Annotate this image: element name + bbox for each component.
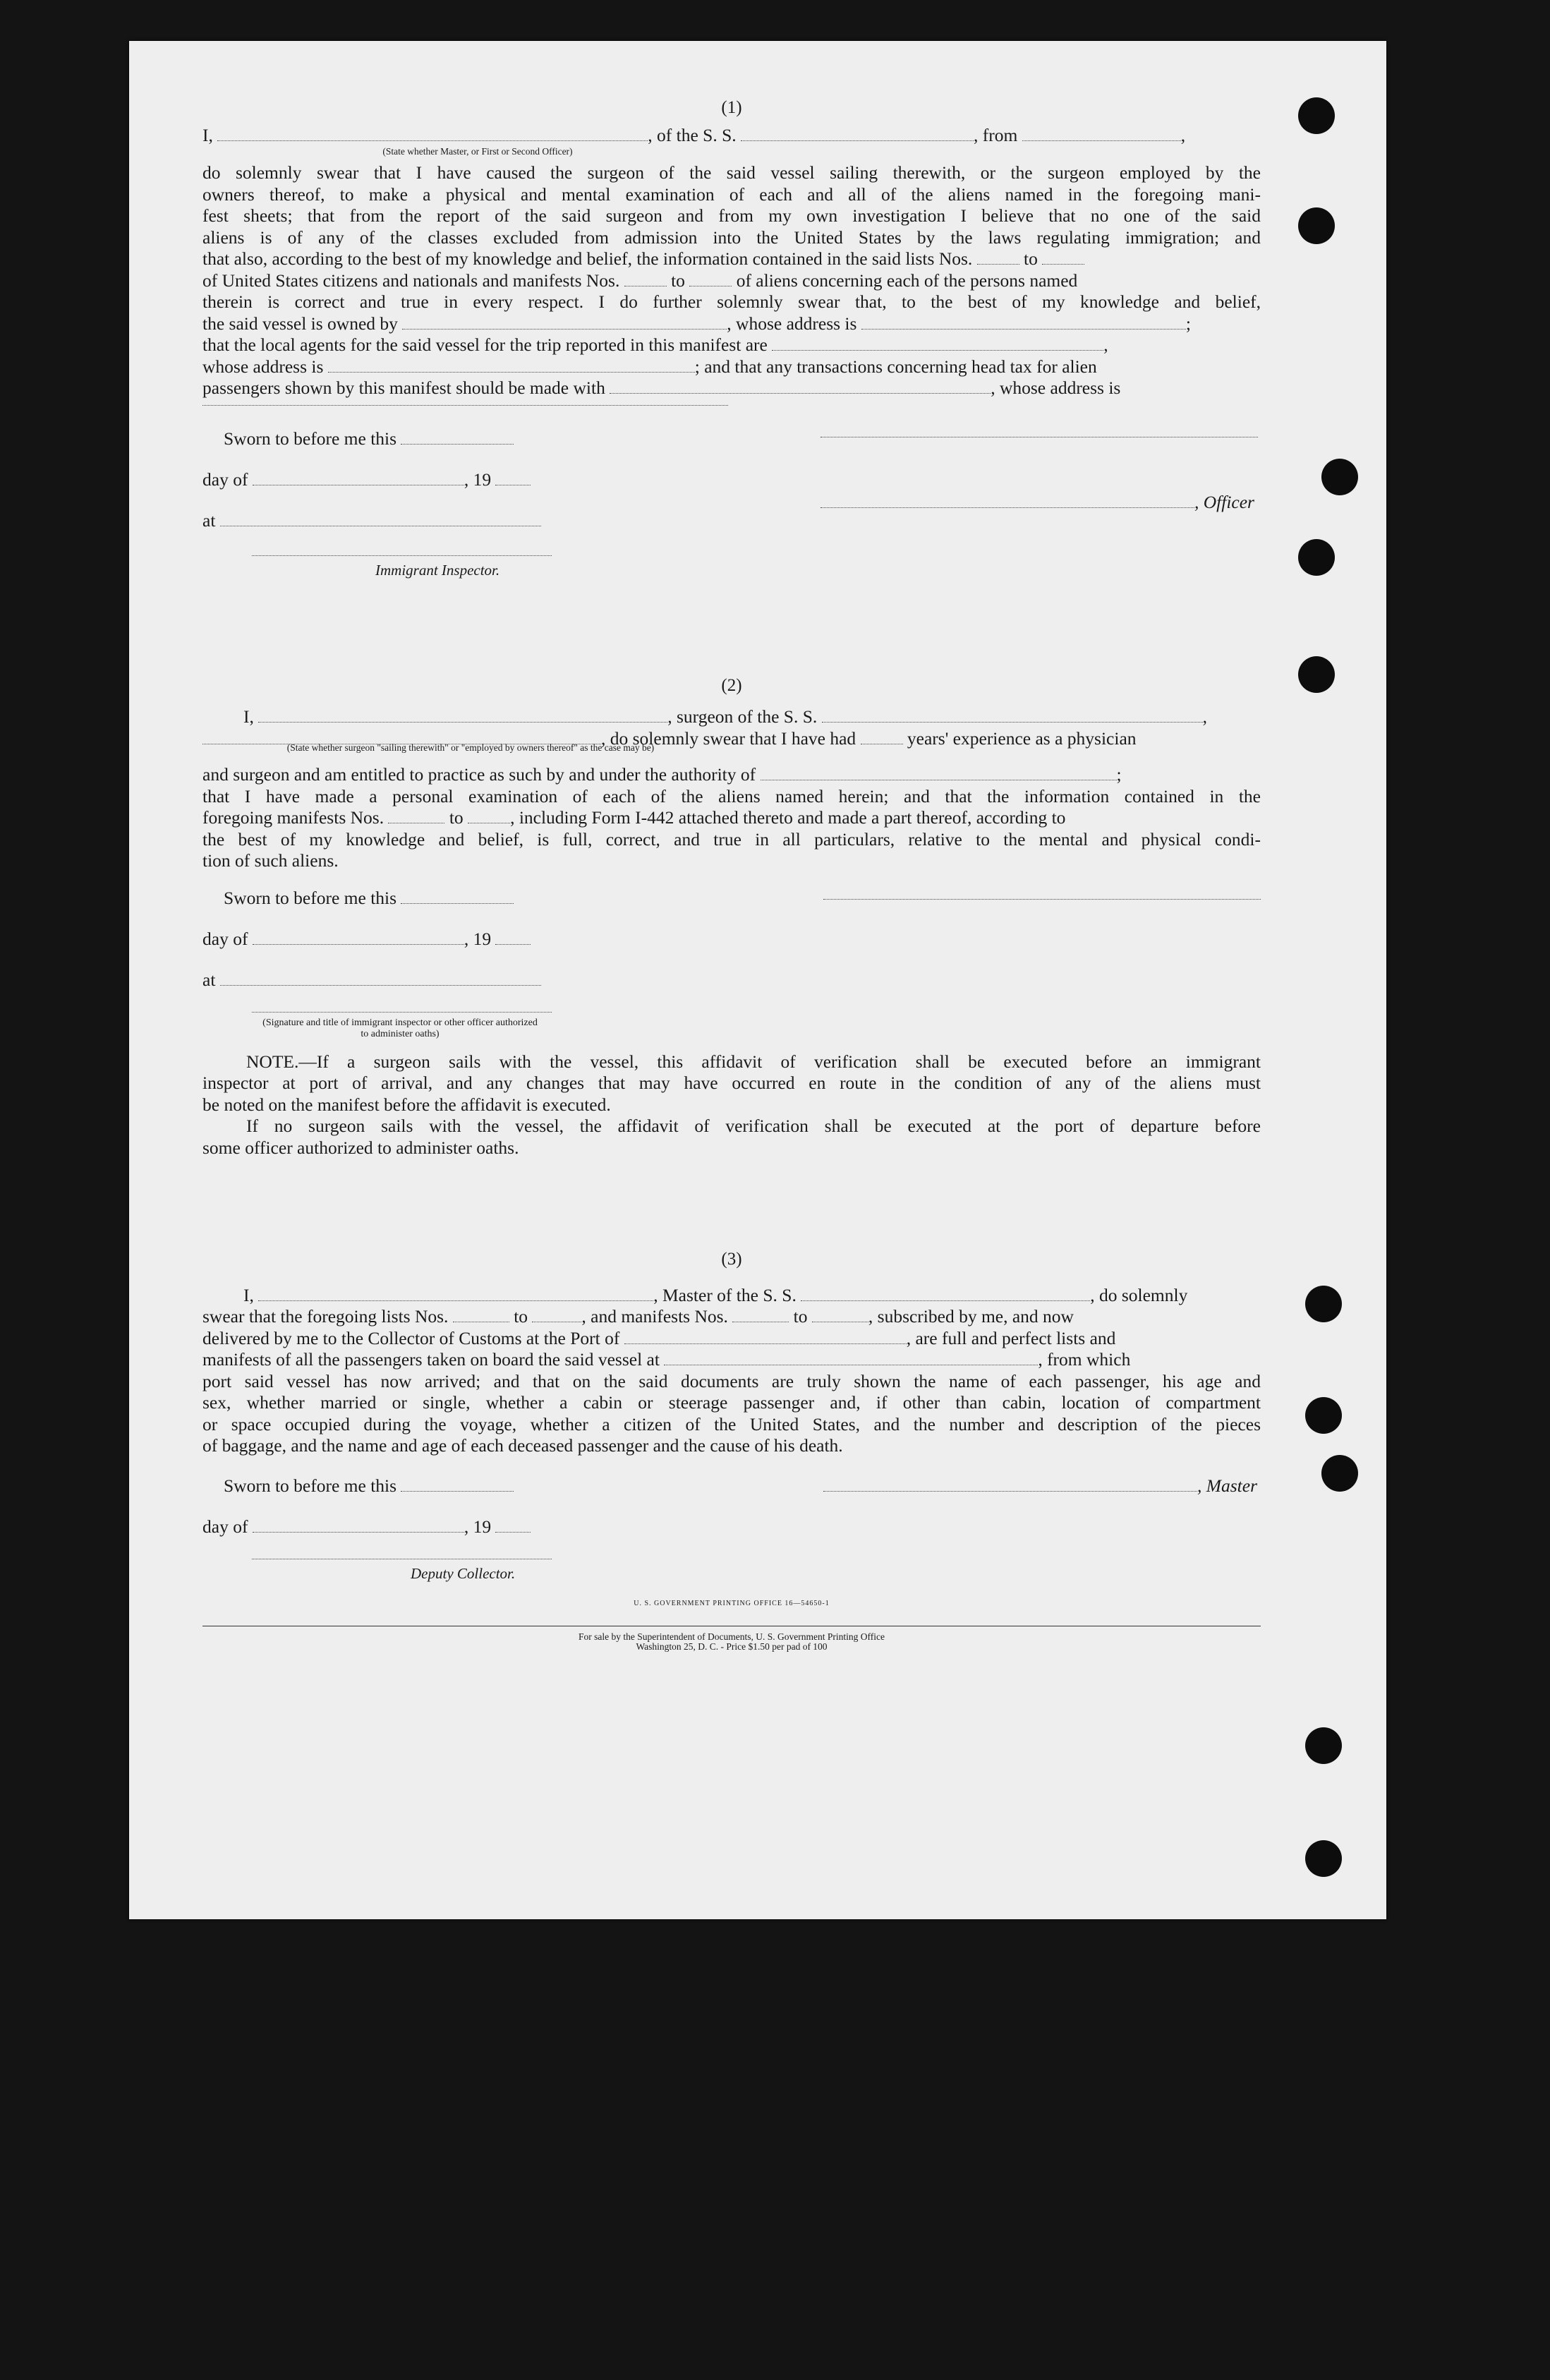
at-line — [202, 510, 541, 532]
lists-from-field[interactable] — [453, 1307, 509, 1322]
owner-field[interactable] — [402, 315, 727, 330]
text-line — [202, 807, 1261, 829]
month-field[interactable] — [253, 471, 464, 485]
text-line: of baggage, and the name and age of each deceased passenger and the cause of his death. — [202, 1435, 843, 1456]
note-line: inspector at port of arrival, and any changes that may have occurred en route in the condition of any of the aliens must — [202, 1073, 1261, 1093]
lists-to-field[interactable] — [1042, 250, 1084, 265]
month-field[interactable] — [253, 930, 464, 945]
label: and surgeon and am entitled to practice as such by and under the authority of — [202, 764, 756, 785]
year-field[interactable] — [495, 1518, 531, 1533]
note-line: NOTE.—If a surgeon sails with the vessel, this affidavit of verification shall be executed before an immigrant — [246, 1051, 1261, 1072]
manifests-to-field[interactable] — [812, 1307, 868, 1322]
label: ; — [1185, 313, 1191, 334]
officer-line — [821, 492, 1254, 514]
surgeon-signature-field[interactable] — [823, 899, 1261, 900]
text-line — [202, 313, 1261, 335]
year-field[interactable] — [495, 930, 531, 945]
text-line — [202, 356, 1261, 378]
text-line — [202, 270, 1261, 292]
manifests-from-field[interactable] — [732, 1307, 789, 1322]
manifests-from-field[interactable] — [388, 809, 444, 823]
master-name-field[interactable] — [258, 1286, 653, 1301]
label: , — [1103, 334, 1108, 355]
label: years' experience as a physician — [907, 727, 1137, 749]
day-line — [202, 929, 531, 950]
vessel-name-field[interactable] — [741, 126, 974, 141]
label: to — [449, 807, 464, 828]
label: Sworn to before me this — [224, 887, 397, 908]
manifests-to-field[interactable] — [689, 272, 732, 286]
text-line: or space occupied during the voyage, whether a citizen of the United States, and the number and description of the pieces — [202, 1413, 1261, 1434]
s1-line1 — [202, 125, 1261, 147]
label: , Master of the S. S. — [653, 1284, 797, 1305]
text-line — [202, 764, 1261, 786]
text-line: do solemnly swear that I have caused the surgeon of the said vessel sailing therewith, or the surgeon employed by the — [202, 162, 1261, 183]
sworn-line — [224, 428, 514, 450]
master-line — [823, 1475, 1257, 1497]
label: to — [514, 1306, 528, 1327]
head-tax-field[interactable] — [610, 379, 991, 394]
text-line — [202, 1349, 1261, 1371]
officer-label: , Officer — [1194, 491, 1254, 512]
label: swear that the foregoing lists Nos. — [202, 1306, 449, 1327]
label: , — [1180, 124, 1186, 145]
label: , surgeon of the S. S. — [667, 706, 818, 727]
master-label: , Master — [1197, 1475, 1257, 1496]
text-line — [202, 1285, 1261, 1307]
label: day of — [202, 1516, 248, 1537]
label: , — [1202, 706, 1208, 727]
binder-hole — [1305, 1397, 1342, 1434]
label: delivered by me to the Collector of Customs at the Port of — [202, 1327, 620, 1348]
binder-hole — [1321, 459, 1358, 495]
month-field[interactable] — [253, 1518, 464, 1533]
section-number: (1) — [721, 98, 742, 117]
binder-hole — [1305, 1286, 1342, 1322]
sworn-day-field[interactable] — [401, 889, 514, 904]
day-line — [202, 469, 531, 491]
manifests-from-field[interactable] — [624, 272, 667, 286]
text-line: sex, whether married or single, whether a cabin or steerage passenger and, if other than cabin, location of compartment — [202, 1392, 1261, 1413]
manifests-to-field[interactable] — [468, 809, 510, 823]
s3-paragraph — [202, 1285, 1261, 1457]
officer-signature-field[interactable] — [821, 493, 1194, 508]
text-line — [202, 334, 1261, 356]
label: at — [202, 509, 216, 531]
place-field[interactable] — [220, 971, 541, 986]
agents-field[interactable] — [772, 336, 1103, 351]
agents-address-field[interactable] — [328, 358, 695, 373]
text-line: that I have made a personal examination of each of the aliens named herein; and that the information contained in the — [202, 785, 1261, 807]
inspector-signature-field[interactable] — [252, 1012, 552, 1013]
binder-hole — [1305, 1840, 1342, 1877]
label: manifests of all the passengers taken on board the said vessel at — [202, 1349, 660, 1370]
binder-hole — [1298, 539, 1335, 576]
field-note: (State whether Master, or First or Second Officer) — [382, 146, 573, 157]
day-line — [202, 1516, 531, 1538]
label: of aliens concerning each of the persons named — [736, 270, 1078, 291]
label: , do solemnly — [1090, 1284, 1188, 1305]
port-field[interactable] — [624, 1329, 907, 1344]
vessel-name-field[interactable] — [801, 1286, 1090, 1301]
place-field[interactable] — [220, 512, 541, 526]
label: whose address is — [202, 356, 324, 377]
label: of United States citizens and nationals and manifests Nos. — [202, 270, 620, 291]
inspector-signature-field[interactable] — [252, 555, 552, 556]
collector-label: Deputy Collector. — [411, 1564, 516, 1582]
label: , including Form I-442 attached thereto and made a part thereof, according to — [510, 807, 1066, 828]
label: I, — [243, 1284, 254, 1305]
sworn-line — [224, 888, 514, 910]
s2-signature-block — [202, 888, 1261, 1043]
label: Sworn to before me this — [224, 428, 397, 449]
s1-paragraph — [202, 162, 1261, 406]
lists-to-field[interactable] — [532, 1307, 581, 1322]
label: foregoing manifests Nos. — [202, 807, 385, 828]
manifest-sheet — [129, 41, 1386, 1919]
at-line — [202, 969, 541, 991]
sworn-line — [224, 1475, 514, 1497]
sale-notice: For sale by the Superintendent of Documents, U. S. Government Printing Office — [579, 1631, 885, 1642]
year-field[interactable] — [495, 471, 531, 485]
boarding-port-field[interactable] — [664, 1351, 1038, 1365]
printer-imprint: U. S. GOVERNMENT PRINTING OFFICE 16—54650-1 — [634, 1599, 830, 1607]
binder-hole — [1321, 1455, 1358, 1492]
label: day of — [202, 469, 248, 490]
note-line: some officer authorized to administer oaths. — [202, 1137, 519, 1158]
inspector-label: Immigrant Inspector. — [375, 561, 500, 579]
master-signature-field[interactable] — [823, 1477, 1197, 1492]
text-line: tion of such aliens. — [202, 850, 339, 871]
binder-hole — [1298, 97, 1335, 134]
label: , 19 — [464, 928, 492, 949]
sale-notice: Washington 25, D. C. - Price $1.50 per pad of 100 — [636, 1641, 828, 1652]
form-content — [202, 97, 1261, 1652]
note-line: be noted on the manifest before the affidavit is executed. — [202, 1094, 611, 1115]
label: , do solemnly swear that I have had — [601, 727, 856, 749]
label: at — [202, 969, 216, 990]
section-number: (2) — [721, 675, 742, 695]
text-line — [202, 1306, 1261, 1328]
text-line: fest sheets; that from the report of the said surgeon and from my own investigation I believe that no one of the said — [202, 205, 1261, 226]
vessel-name-field[interactable] — [822, 708, 1203, 723]
officer-rank-field[interactable] — [217, 126, 648, 141]
field-note: (State whether surgeon "sailing therewith" or "employed by owners thereof" as the case may be) — [286, 742, 655, 753]
binder-hole — [1298, 656, 1335, 693]
binder-hole — [1305, 1727, 1342, 1764]
label: I, — [243, 706, 254, 727]
text-line: port said vessel has now arrived; and that on the said documents are truly shown the name of each passenger, his age and — [202, 1370, 1261, 1391]
authority-field[interactable] — [761, 766, 1117, 780]
address-field[interactable] — [202, 399, 728, 406]
label: ; — [1116, 764, 1122, 785]
owner-address-field[interactable] — [861, 315, 1186, 330]
label: the said vessel is owned by — [202, 313, 398, 334]
label: , whose address is — [727, 313, 857, 334]
sworn-day-field[interactable] — [401, 1477, 514, 1492]
text-line — [202, 248, 1261, 270]
label: to — [793, 1306, 808, 1327]
label: that also, according to the best of my knowledge and belief, the information contained in the said lists Nos. — [202, 248, 973, 269]
text-line: aliens is of any of the classes excluded from admission into the United States by the laws regulating immigration; and — [202, 226, 1261, 248]
surgeon-status-field[interactable] — [258, 708, 667, 723]
label: I, — [202, 124, 213, 145]
text-line: therein is correct and true in every respect. I do further solemnly swear that, to the best of my knowledge and belief, — [202, 291, 1261, 312]
binder-hole — [1298, 207, 1335, 244]
label: to — [1024, 248, 1038, 269]
text-line — [202, 377, 1261, 399]
years-experience-field[interactable] — [861, 730, 903, 744]
label: , 19 — [464, 469, 492, 490]
s1-signature-block — [202, 421, 1261, 584]
sworn-day-field[interactable] — [401, 430, 514, 445]
label: , of the S. S. — [648, 124, 737, 145]
label: , whose address is — [991, 377, 1121, 398]
label: passengers shown by this manifest should be made with — [202, 377, 605, 398]
label: , and manifests Nos. — [581, 1306, 728, 1327]
label: that the local agents for the said vessel for the trip reported in this manifest are — [202, 334, 768, 355]
s3-signature-block — [202, 1475, 1261, 1595]
text-line: owners thereof, to make a physical and mental examination of each and all of the aliens named in the foregoing mani- — [202, 183, 1261, 205]
section-number: (3) — [721, 1250, 742, 1269]
label: , 19 — [464, 1516, 492, 1537]
label: to — [671, 270, 685, 291]
lists-from-field[interactable] — [977, 250, 1019, 265]
label: , are full and perfect lists and — [906, 1327, 1116, 1348]
note-line: If no surgeon sails with the vessel, the affidavit of verification shall be executed at the port of departure before — [246, 1116, 1261, 1136]
text-line: the best of my knowledge and belief, is full, correct, and true in all particulars, relative to the mental and physical condi- — [202, 828, 1261, 850]
s2-line1 — [202, 706, 1261, 728]
signature-note: (Signature and title of immigrant inspector or other officer authorized to administer oaths) — [262, 1017, 538, 1039]
label: , from — [974, 124, 1018, 145]
label: , from which — [1038, 1349, 1131, 1370]
from-port-field[interactable] — [1022, 126, 1181, 141]
label: day of — [202, 928, 248, 949]
label: , subscribed by me, and now — [868, 1306, 1074, 1327]
text-line — [202, 1328, 1261, 1350]
s2-note — [202, 1051, 1261, 1159]
label: ; and that any transactions concerning head tax for alien — [694, 356, 1097, 377]
label: Sworn to before me this — [224, 1475, 397, 1496]
